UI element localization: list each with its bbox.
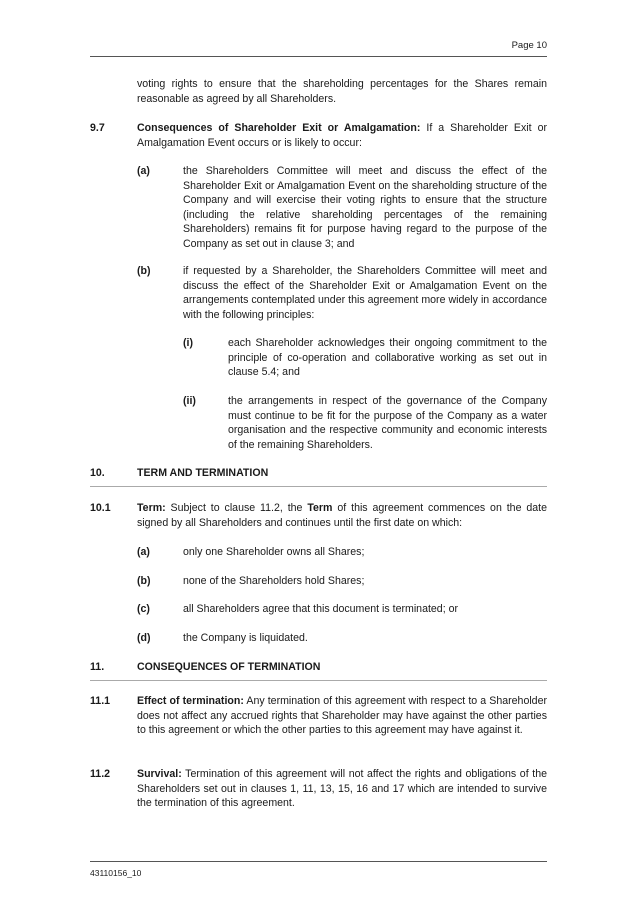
clause-10-1-text-1: Subject to clause 11.2, the (165, 502, 308, 514)
clause-10-1-number: 10.1 (90, 502, 111, 514)
clause-10-1-d-text: the Company is liquidated. (183, 632, 308, 644)
clause-10-1-a-label: (a) (137, 546, 150, 558)
clause-10-1-b-text: none of the Shareholders hold Shares; (183, 575, 365, 587)
continuation-paragraph: voting rights to ensure that the shareholding percentages for the Shares remain reasonable as agreed by all Shareholders. (137, 78, 547, 105)
clause-9-7-b-ii-label: (ii) (183, 395, 196, 407)
clause-11-2-title: Survival: (137, 768, 182, 780)
clause-9-7-b-ii-text: the arrangements in respect of the governance of the Company must continue to be fit for the purpose of the Company as a water organisation and the respective community and economic interests of the remaining Shareholders. (228, 395, 547, 451)
clause-11-1-paragraph (137, 694, 547, 738)
clause-9-7-number: 9.7 (90, 122, 105, 134)
clause-9-7-b-text: if requested by a Shareholder, the Shareholders Committee will meet and discuss the effect of the Shareholder Exit or Amalgamation Event on the arrangements contemplated under this agreement more widely in accordance with the following principles: (183, 265, 547, 321)
clause-9-7-a-text: the Shareholders Committee will meet and discuss the effect of the Shareholder Exit or Amalgamation Event on the shareholding structure of the Company and will exercise their voting rights to ensure that the structure (including the relative shareholding percentages of the remaining Shareholders) remains fit for purpose having regard to the purpose of the Company as set out in clause 3; and (183, 165, 547, 250)
section-11-rule (90, 680, 547, 681)
clause-11-1-title: Effect of termination: (137, 695, 244, 707)
clause-10-1-d-label: (d) (137, 632, 151, 644)
section-10-title: TERM AND TERMINATION (137, 467, 269, 479)
clause-9-7-a-label: (a) (137, 165, 150, 177)
clause-9-7-paragraph (137, 121, 547, 150)
clause-10-1-c-label: (c) (137, 603, 150, 615)
header-rule (90, 56, 547, 57)
clause-10-1-paragraph (137, 501, 547, 530)
clause-10-1-term-label: Term: (137, 502, 166, 514)
clause-9-7-title: Consequences of Shareholder Exit or Amalgamation: (137, 122, 421, 134)
clause-11-2-number: 11.2 (90, 768, 111, 780)
section-10-number: 10. (90, 467, 105, 479)
clause-10-1-text-2: of this agreement commences on the date signed by all Shareholders and continues until the first date on which: (137, 502, 547, 529)
clause-11-1-text: Any termination of this agreement with respect to a Shareholder does not affect any accrued rights that Shareholder may have against the other parties to this agreement or which the other parties to this agreement may have against it. (137, 695, 547, 737)
clause-9-7-b-i-text: each Shareholder acknowledges their ongoing commitment to the principle of co-operation and collaborative working as set out in clause 5.4; and (228, 337, 547, 379)
clause-11-2-paragraph (137, 767, 547, 811)
section-11-number: 11. (90, 661, 105, 673)
clause-10-1-b-label: (b) (137, 575, 151, 587)
clause-10-1-a-text: only one Shareholder owns all Shares; (183, 546, 365, 558)
clause-11-2-text: Termination of this agreement will not affect the rights and obligations of the Shareholders set out in clauses 1, 11, 13, 15, 16 and 17 which are intended to survive the termination of this agreement. (137, 768, 547, 810)
section-11-title: CONSEQUENCES OF TERMINATION (137, 661, 321, 673)
clause-9-7-text: If a Shareholder Exit or Amalgamation Event occurs or is likely to occur: (137, 122, 547, 149)
footer-rule (90, 861, 547, 862)
page-number: Page 10 (511, 40, 547, 51)
clause-9-7-b-label: (b) (137, 265, 151, 277)
clause-9-7-b-i-label: (i) (183, 337, 193, 349)
clause-10-1-c-text: all Shareholders agree that this document is terminated; or (183, 603, 458, 615)
footer-doc-id: 43110156_10 (90, 868, 142, 878)
clause-11-1-number: 11.1 (90, 695, 111, 707)
section-10-rule (90, 486, 547, 487)
clause-10-1-term-word: Term (307, 502, 333, 514)
